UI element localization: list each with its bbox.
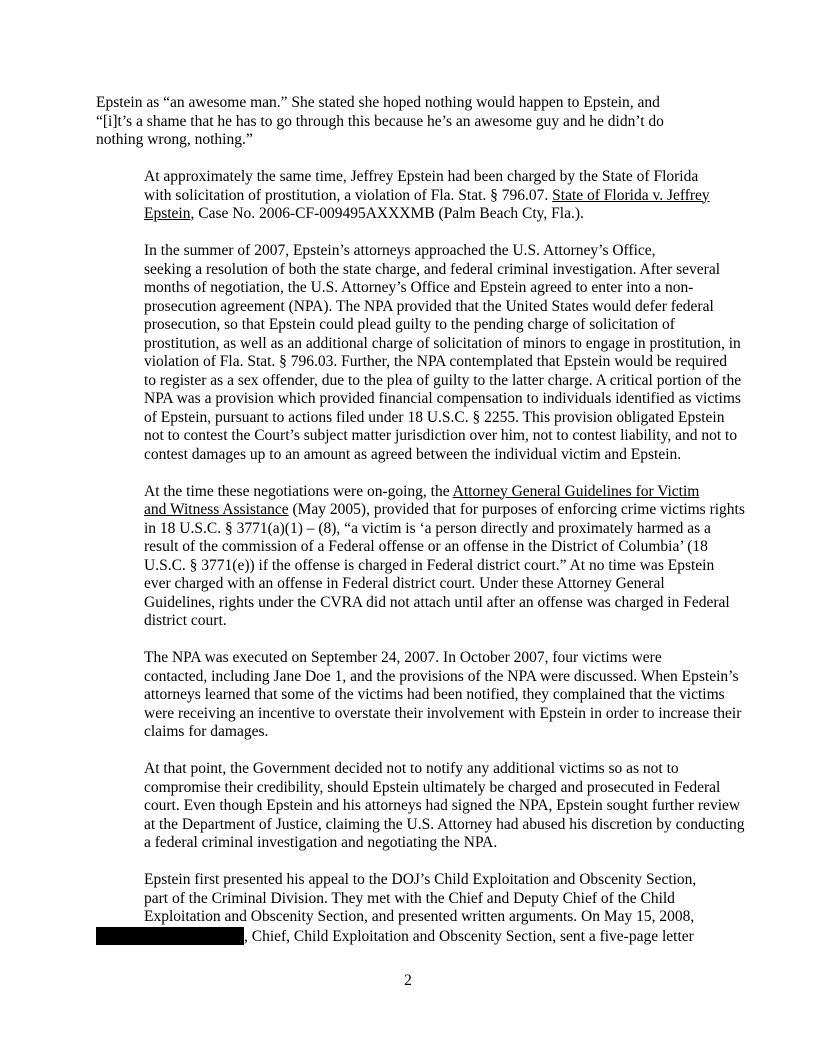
text-line: court. Even though Epstein and his attorneys had signed the NPA, Epstein sought further review bbox=[144, 797, 741, 814]
text-line: in 18 U.S.C. § 3771(a)(1) – (8), “a victim is ‘a person directly and proximately harmed as a bbox=[144, 519, 711, 537]
case-citation: State of Florida v. Jeffrey bbox=[552, 186, 710, 204]
text-line: violation of Fla. Stat. § 796.03. Further, the NPA contemplated that Epstein would be required bbox=[144, 353, 727, 370]
text-line bbox=[96, 205, 720, 224]
text-line: of Epstein, pursuant to actions filed under 18 U.S.C. § 2255. This provision obligated Epstein bbox=[144, 408, 725, 426]
text-line: claims for damages. bbox=[144, 723, 269, 740]
text-segment: with solicitation of prostitution, a violation of Fla. Stat. § 796.07. bbox=[144, 186, 553, 204]
text-line: attorneys learned that some of the victims had been notified, they complained that the victims bbox=[144, 686, 725, 703]
paragraph-7 bbox=[96, 871, 720, 946]
text-line: seeking a resolution of both the state charge, and federal criminal investigation. After several bbox=[144, 260, 721, 278]
text-line: to register as a sex offender, due to the plea of guilty to the latter charge. A critical portion of the bbox=[144, 371, 742, 389]
text-segment: (May 2005), provided that for purposes of enforcing crime victims rights bbox=[288, 501, 745, 518]
text-line: were receiving an incentive to overstate their involvement with Epstein in order to increase their bbox=[144, 704, 742, 722]
text-segment: At the time these negotiations were on-going, the bbox=[144, 482, 453, 500]
paragraph-1 bbox=[96, 94, 720, 150]
text-line bbox=[96, 501, 745, 520]
text-line: Epstein first presented his appeal to the DOJ’s Child Exploitation and Obscenity Section, bbox=[144, 871, 697, 888]
text-line: “[i]t’s a shame that he has to go through this because he’s an awesome guy and he didn’t do bbox=[96, 112, 664, 130]
text-line bbox=[96, 187, 720, 206]
text-line: not to contest the Court’s subject matter jurisdiction over him, not to contest liability, and not to bbox=[144, 427, 738, 444]
text-line: months of negotiation, the U.S. Attorney’s Office and Epstein agreed to enter into a non- bbox=[144, 279, 694, 296]
text-line: contacted, including Jane Doe 1, and the provisions of the NPA were discussed. When Epstein’s bbox=[144, 667, 739, 685]
text-line bbox=[96, 927, 720, 947]
text-line: NPA was a provision which provided financial compensation to individuals identified as victims bbox=[144, 390, 741, 407]
text-line: At approximately the same time, Jeffrey Epstein had been charged by the State of Florida bbox=[144, 168, 699, 185]
text-line: result of the commission of a Federal offense or an offense in the District of Columbia’ (18 bbox=[144, 538, 708, 555]
paragraph-2 bbox=[96, 168, 720, 224]
text-line: a federal criminal investigation and negotiating the NPA. bbox=[144, 834, 498, 851]
text-line: Exploitation and Obscenity Section, and presented written arguments. On May 15, 2008, bbox=[144, 908, 695, 925]
guidelines-title: Attorney General Guidelines for Victim bbox=[452, 482, 700, 500]
paragraph-4 bbox=[96, 482, 745, 631]
case-citation: Epstein bbox=[144, 205, 191, 222]
paragraph-3 bbox=[96, 242, 742, 464]
text-line: compromise their credibility, should Epstein ultimately be charged and prosecuted in Federal bbox=[144, 778, 721, 796]
text-line: district court. bbox=[144, 612, 227, 629]
paragraph-6 bbox=[96, 760, 745, 853]
text-line: U.S.C. § 3771(e)) if the offense is charged in Federal district court.” At no time was Epstein bbox=[144, 556, 715, 574]
text-line: prosecution, so that Epstein could plead guilty to the pending charge of solicitation of bbox=[144, 316, 675, 333]
text-line: ever charged with an offense in Federal district court. Under these Attorney General bbox=[144, 575, 665, 592]
page-number: 2 bbox=[404, 972, 412, 989]
text-line: at the Department of Justice, claiming the U.S. Attorney had abused his discretion by conducting bbox=[144, 815, 745, 833]
text-line: The NPA was executed on September 24, 2007. In October 2007, four victims were bbox=[144, 649, 662, 666]
body-text bbox=[96, 94, 745, 946]
text-line: part of the Criminal Division. They met with the Chief and Deputy Chief of the Child bbox=[144, 889, 675, 907]
text-line bbox=[96, 483, 720, 502]
redaction-block bbox=[96, 927, 244, 945]
text-line: nothing wrong, nothing.” bbox=[96, 131, 253, 148]
guidelines-title: and Witness Assistance bbox=[144, 501, 289, 518]
text-line: prosecution agreement (NPA). The NPA provided that the United States would defer federal bbox=[144, 297, 714, 315]
text-line: contest damages up to an amount as agreed between the individual victim and Epstein. bbox=[144, 445, 682, 463]
text-line: Guidelines, rights under the CVRA did not attach until after an offense was charged in Federal bbox=[144, 593, 730, 611]
text-line: prostitution, as well as an additional charge of solicitation of minors to engage in prostitution, in bbox=[144, 334, 741, 352]
paragraph-5 bbox=[96, 649, 742, 742]
text-segment: , Chief, Child Exploitation and Obscenity Section, sent a five-page letter bbox=[244, 927, 694, 945]
text-line: At that point, the Government decided not to notify any additional victims so as not to bbox=[144, 760, 679, 777]
text-line: In the summer of 2007, Epstein’s attorneys approached the U.S. Attorney’s Office, bbox=[144, 242, 656, 259]
text-segment: , Case No. 2006-CF-009495AXXXMB (Palm Beach Cty, Fla.). bbox=[190, 205, 584, 222]
text-line: Epstein as “an awesome man.” She stated she hoped nothing would happen to Epstein, and bbox=[96, 94, 660, 111]
